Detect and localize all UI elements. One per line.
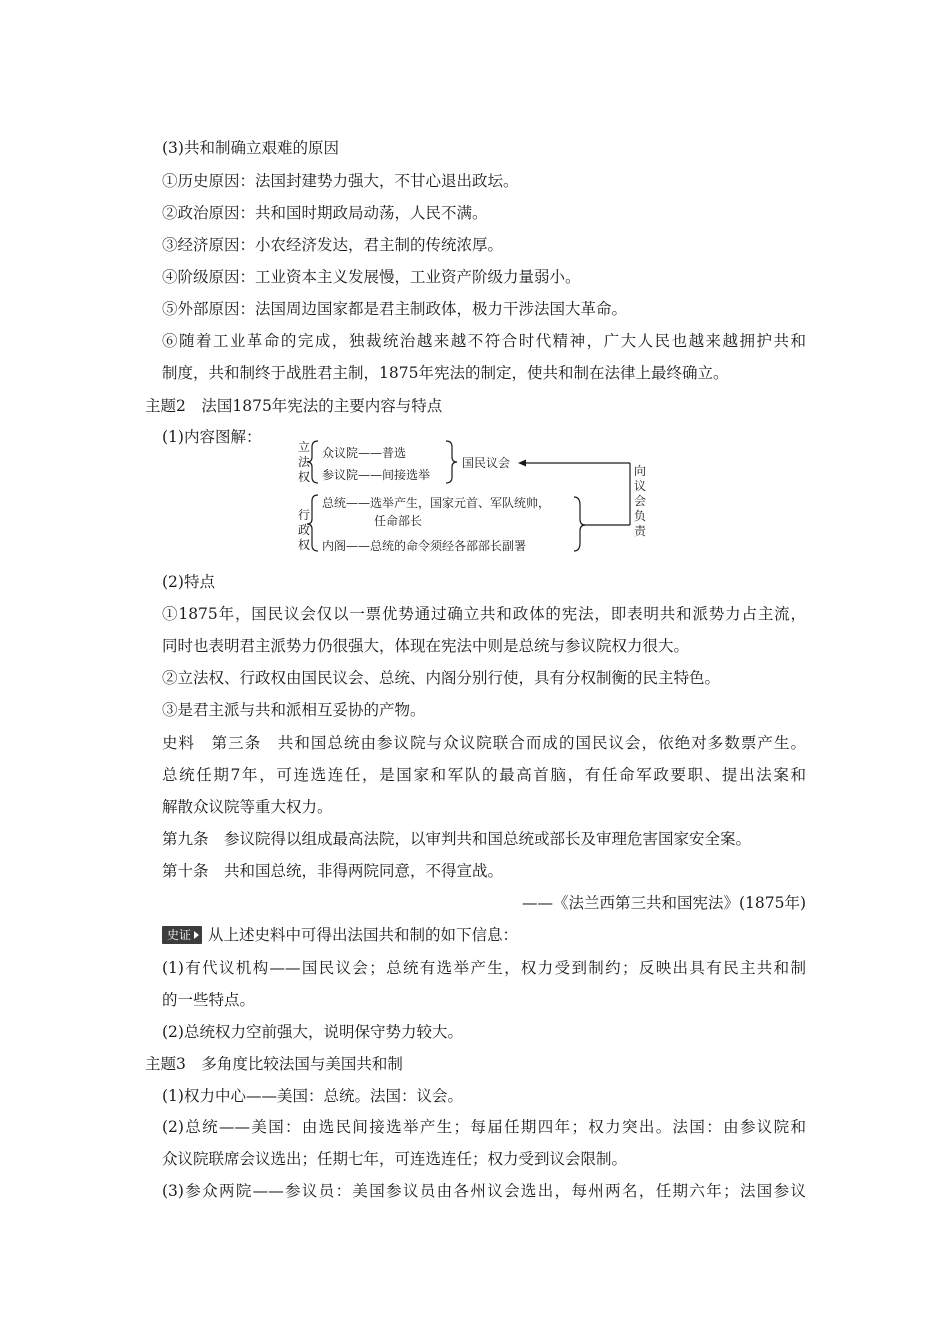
feature-item: ①1875年，国民议会仅以一票优势通过确立共和政体的宪法，即表明共和派势力占主流， bbox=[162, 605, 806, 623]
comparison-item: (2)总统——美国：由选民间接选举产生；每届任期四年；权力突出。法国：由参议院和 bbox=[162, 1118, 806, 1136]
source-line: 解散众议院等重大权力。 bbox=[162, 798, 333, 816]
executive-char: 政 bbox=[298, 523, 311, 537]
list-item: ④阶级原因：工业资本主义发展慢，工业资产阶级力量弱小。 bbox=[162, 268, 581, 286]
comparison-item: (1)权力中心——美国：总统。法国：议会。 bbox=[162, 1087, 463, 1105]
responsible-char: 会 bbox=[634, 494, 647, 508]
feature-item: ③是君主派与共和派相互妥协的产物。 bbox=[162, 701, 426, 719]
president-line2: 任命部长 bbox=[374, 514, 423, 528]
topic-title: 主题3 多角度比较法国与美国共和制 bbox=[145, 1055, 403, 1073]
brace-icon bbox=[446, 441, 457, 483]
content-label: (1)内容图解： bbox=[162, 428, 262, 446]
responsible-char: 向 bbox=[634, 464, 647, 478]
upper-house: 参议院——间接选举 bbox=[322, 468, 431, 482]
topic-title: 主题2 法国1875年宪法的主要内容与特点 bbox=[145, 397, 443, 415]
comparison-item-continuation: 众议院联席会议选出；任期七年，可连选连任；权力受到议会限制。 bbox=[162, 1150, 628, 1168]
source-line: 第十条 共和国总统，非得两院同意，不得宣战。 bbox=[162, 862, 504, 880]
evidence-intro-line bbox=[162, 925, 518, 945]
list-item-continuation: 制度，共和制终于战胜君主制，1875年宪法的制定，使共和制在法律上最终确立。 bbox=[162, 364, 729, 382]
list-item: ③经济原因：小农经济发达，君主制的传统浓厚。 bbox=[162, 236, 504, 254]
play-arrow-icon bbox=[194, 931, 199, 939]
evidence-item: (1)有代议机构——国民议会；总统有选举产生，权力受到制约；反映出具有民主共和制 bbox=[162, 959, 806, 977]
evidence-intro: 从上述史料中可得出法国共和制的如下信息： bbox=[208, 926, 519, 944]
source-line: 总统任期7年，可连选连任，是国家和军队的最高首脑，有任命军政要职、提出法案和 bbox=[162, 766, 806, 784]
list-item: ①历史原因：法国封建势力强大，不甘心退出政坛。 bbox=[162, 172, 519, 190]
list-item: ⑥随着工业革命的完成，独裁统治越来越不符合时代精神，广大人民也越来越拥护共和 bbox=[162, 332, 806, 350]
source-citation: ——《法兰西第三共和国宪法》(1875年) bbox=[521, 894, 806, 912]
executive-char: 行 bbox=[298, 508, 311, 522]
list-item: ⑤外部原因：法国周边国家都是君主制政体，极力干涉法国大革命。 bbox=[162, 300, 628, 318]
list-item: ②政治原因：共和国时期政局动荡，人民不满。 bbox=[162, 204, 488, 222]
lower-house: 众议院——普选 bbox=[322, 446, 407, 460]
legislative-char: 权 bbox=[298, 470, 311, 484]
comparison-item: (3)参众两院——参议员：美国参议员由各州议会选出，每州两名，任期六年；法国参议 bbox=[162, 1182, 806, 1200]
executive-char: 权 bbox=[298, 538, 311, 552]
source-line: 第九条 参议院得以组成最高法院，以审判共和国总统或部长及审理危害国家安全案。 bbox=[162, 830, 752, 848]
feature-item-continuation: 同时也表明君主派势力仍很强大，体现在宪法中则是总统与参议院权力很大。 bbox=[162, 637, 690, 655]
constitution-diagram bbox=[290, 437, 660, 557]
source-line: 史料 第三条 共和国总统由参议院与众议院联合而成的国民议会，依绝对多数票产生。 bbox=[162, 734, 806, 752]
legislative-char: 法 bbox=[298, 455, 311, 469]
evidence-badge: 史证 bbox=[162, 926, 202, 944]
national-assembly: 国民议会 bbox=[462, 456, 511, 470]
responsible-char: 负 bbox=[634, 509, 647, 523]
responsible-char: 议 bbox=[634, 479, 647, 493]
feature-item: ②立法权、行政权由国民议会、总统、内阁分别行使，具有分权制衡的民主特色。 bbox=[162, 669, 721, 687]
legislative-char: 立 bbox=[298, 440, 311, 454]
evidence-item-continuation: 的一些特点。 bbox=[162, 991, 256, 1009]
responsible-char: 责 bbox=[634, 524, 647, 538]
brace-icon bbox=[574, 497, 585, 551]
evidence-item: (2)总统权力空前强大，说明保守势力较大。 bbox=[162, 1023, 463, 1041]
section-heading: (3)共和制确立艰难的原因 bbox=[162, 139, 339, 157]
cabinet: 内阁——总统的命令须经各部部长副署 bbox=[322, 539, 527, 553]
arrow-left-icon bbox=[518, 460, 526, 467]
features-label: (2)特点 bbox=[162, 573, 215, 591]
president-line1: 总统——选举产生，国家元首、军队统帅， bbox=[322, 496, 551, 510]
